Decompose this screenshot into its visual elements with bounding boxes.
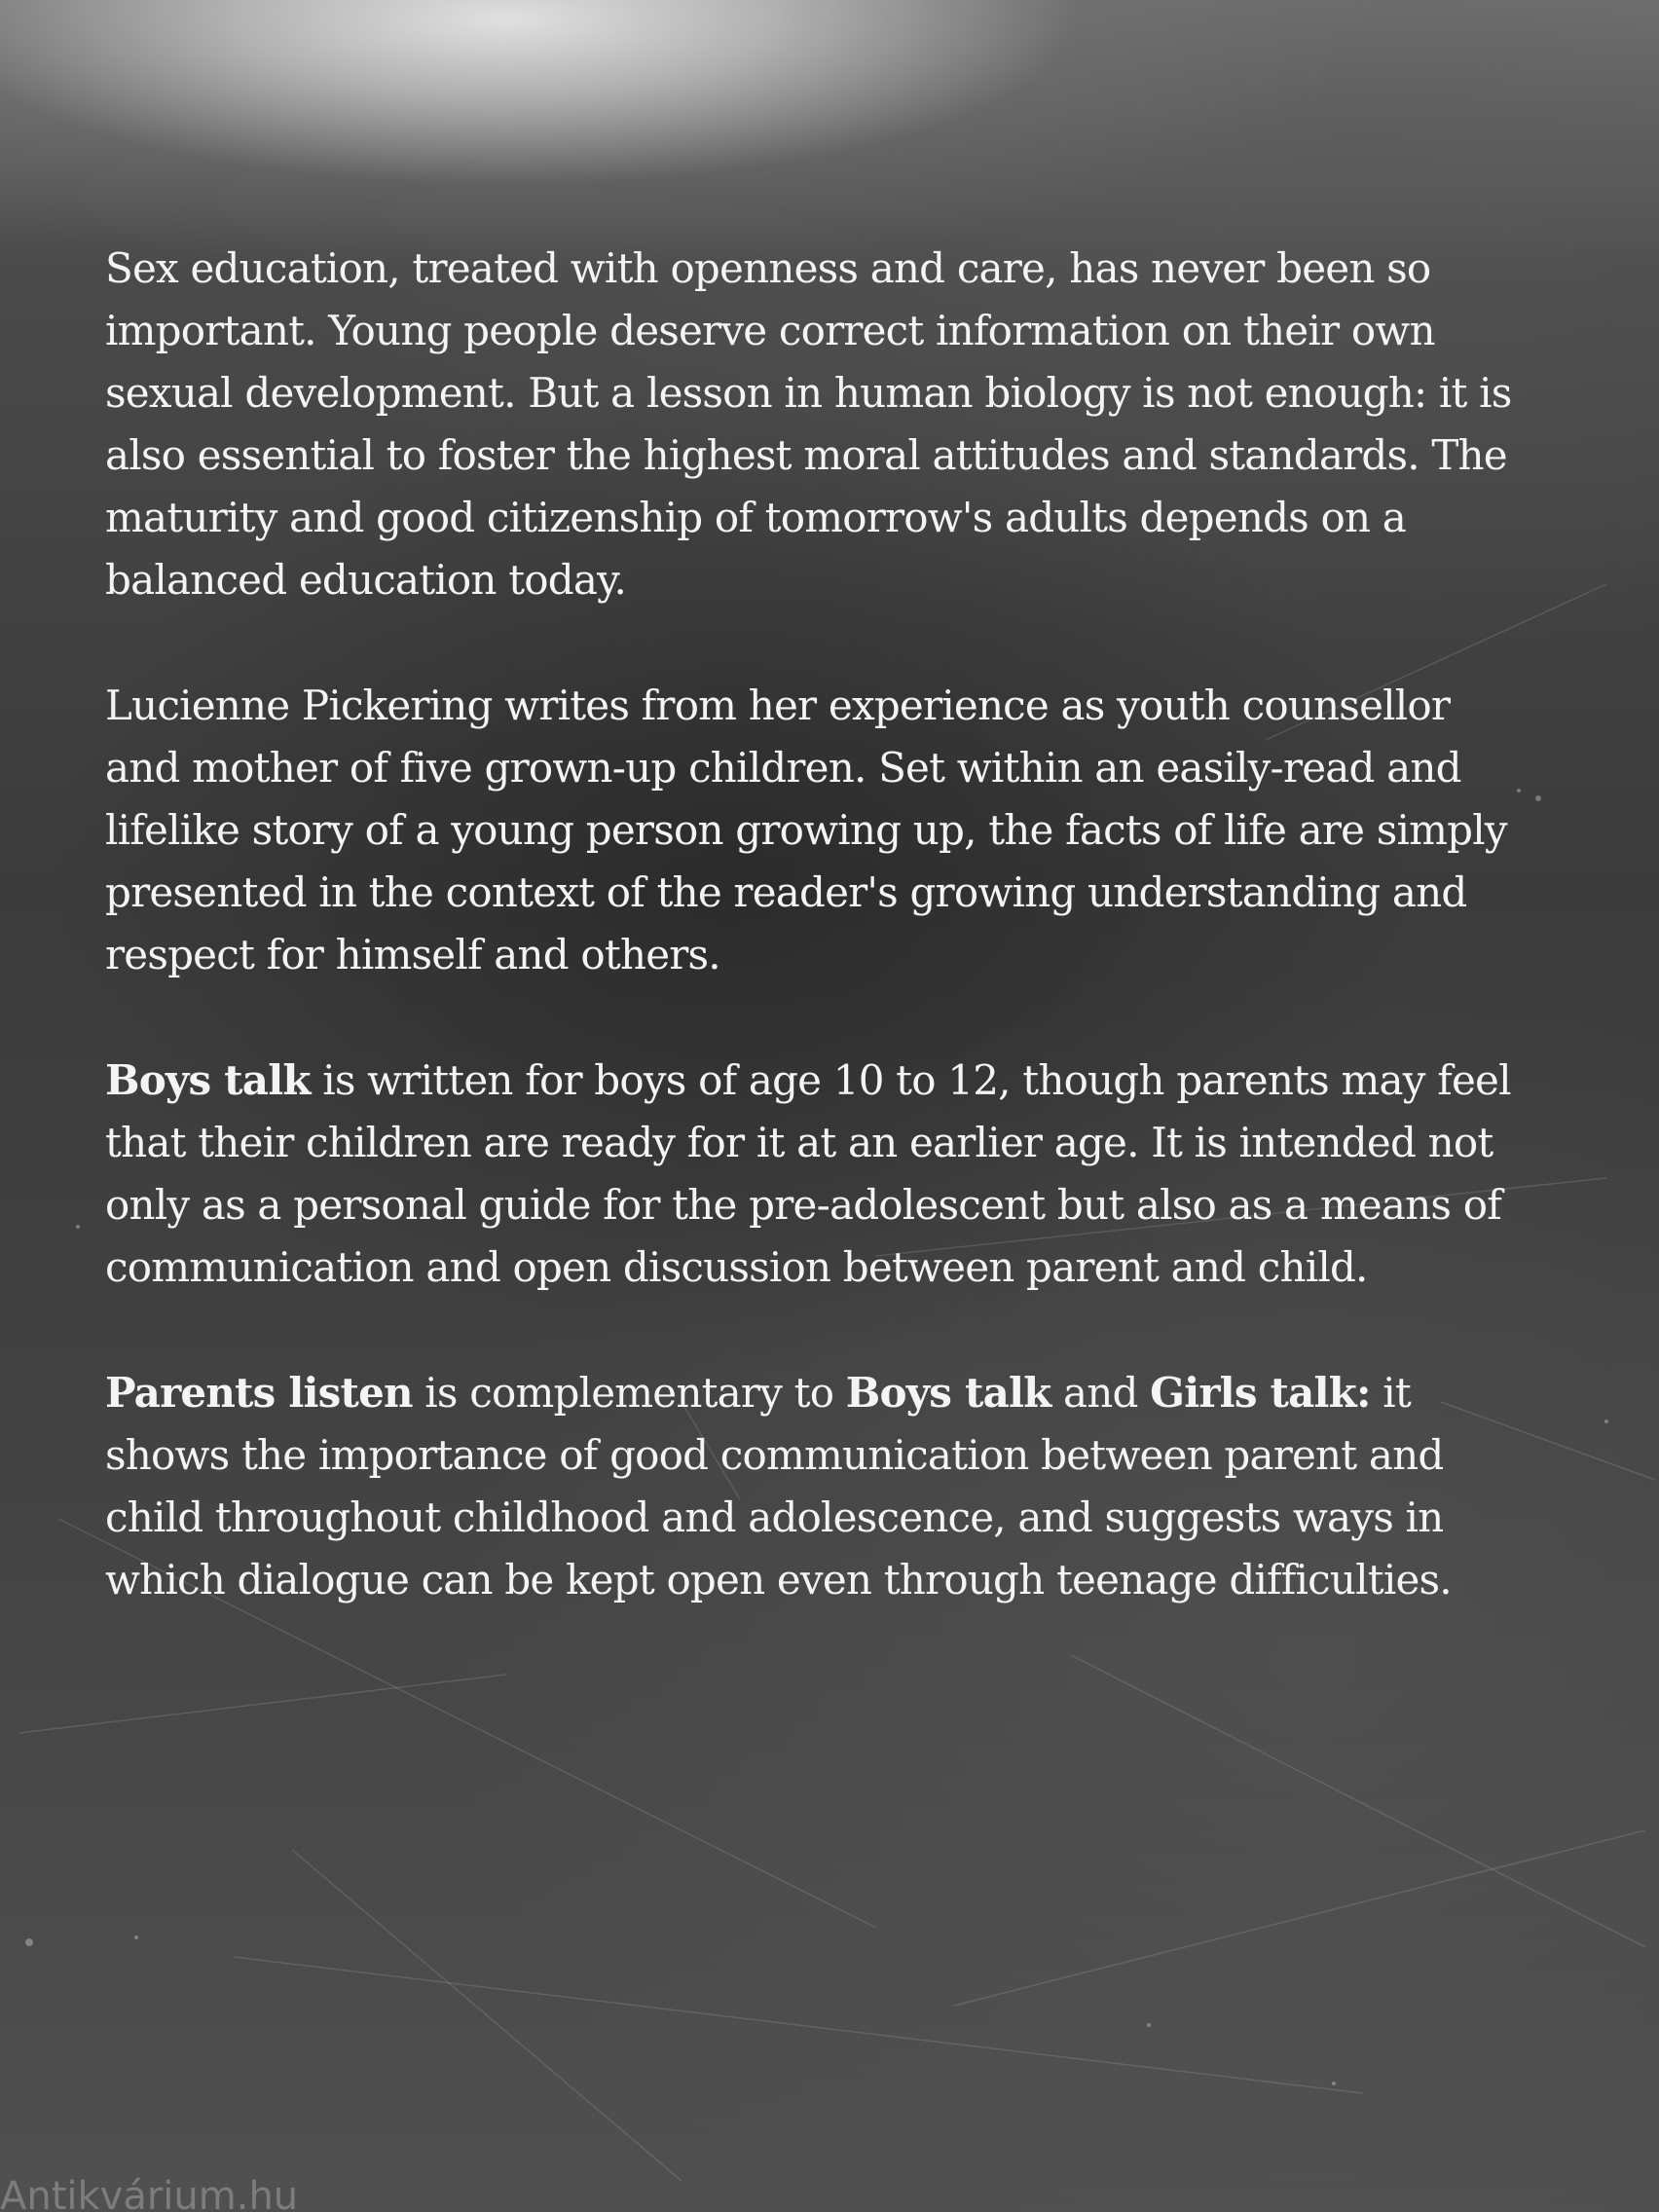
blurb-paragraph-boys-talk	[105, 1050, 1536, 1299]
blurb-paragraph-intro: Sex education, treated with openness and care, has never been so important. Young people deserve correct information on their own sexual development. But a lesson in human biology is not enough: it is also essential to foster the highest moral attitudes and standards. The maturity and good citizenship of tomorrow's adults depends on a balanced education today.	[105, 244, 1512, 604]
blurb-text-boys-talk: is written for boys of age 10 to 12, though parents may feel that their children are ready for it at an earlier age. It is intended not only as a personal guide for the pre-adolescent but also as a means of communication and open discussion between parent and child.	[105, 1056, 1511, 1291]
blurb-paragraph-author: Lucienne Pickering writes from her experience as youth counsellor and mother of five grown-up children. Set within an easily-read and lifelike story of a young person growing up, the facts of life are simply presented in the context of the reader's growing understanding and respect for himself and others.	[105, 682, 1507, 978]
blurb-text-parents-listen: it shows the importance of good communication between parent and child throughout childhood and adolescence, and suggests ways in which dialogue can be kept open even through teenage difficulties.	[105, 1369, 1452, 1604]
book-title-boys-talk-ref: Boys talk	[845, 1369, 1051, 1417]
blurb-text-and: and	[1051, 1369, 1151, 1417]
blurb-paragraph-parents-listen	[105, 1362, 1536, 1611]
book-title-boys-talk: Boys talk	[105, 1056, 311, 1104]
blurb-text	[105, 238, 1536, 1675]
blurb-text-complementary: is complementary to	[412, 1369, 846, 1417]
watermark: Antikvárium.hu	[0, 2174, 299, 2212]
book-title-girls-talk: Girls talk:	[1150, 1369, 1371, 1417]
book-title-parents-listen: Parents listen	[105, 1369, 413, 1417]
